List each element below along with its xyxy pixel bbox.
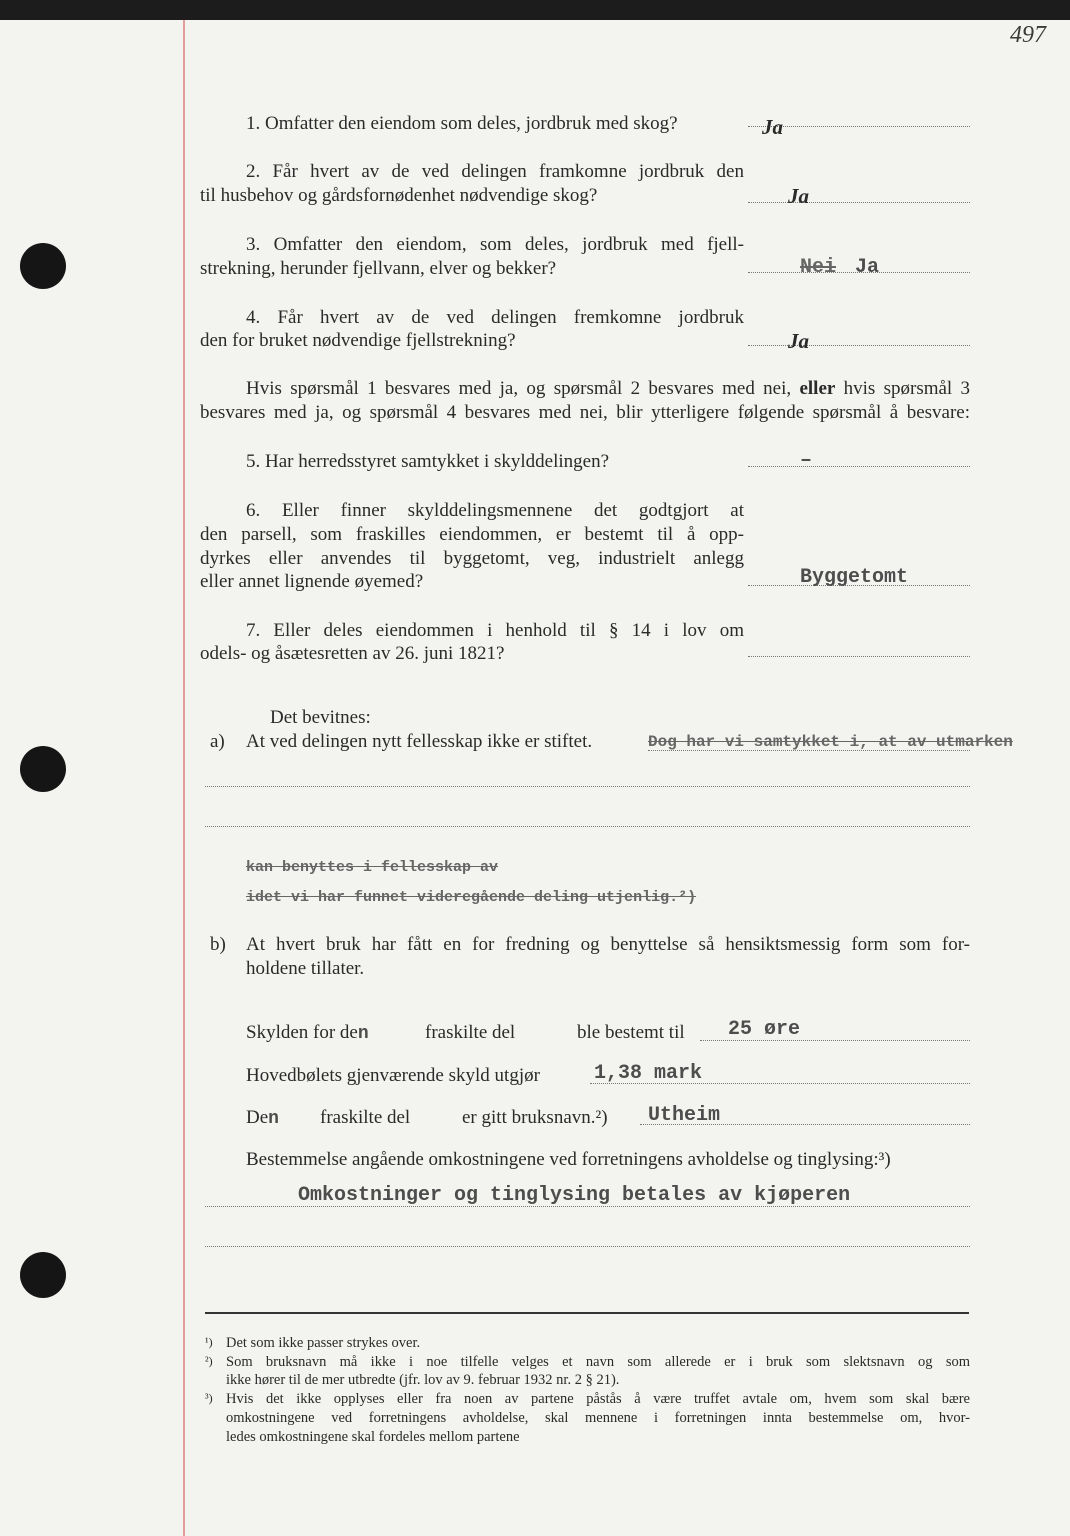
question-7-line-2: odels- og åsætesretten av 26. juni 1821? [200, 643, 505, 664]
punch-hole [20, 746, 66, 792]
answer-1: Ja [762, 115, 783, 139]
item-a-label: a) [210, 731, 225, 752]
question-3-line-1: 3. Omfatter den eiendom, som deles, jordbruk med fjell- [246, 234, 744, 255]
fill-line [205, 826, 970, 827]
omkostning-label: Bestemmelse angående omkostningene ved forretningens avholdelse og tinglysing:³) [246, 1149, 891, 1170]
omkostning-value: Omkostninger og tinglysing betales av kjøperen [298, 1184, 851, 1207]
question-3-line-2: strekning, herunder fjellvann, elver og bekker? [200, 258, 557, 279]
answer-5: – [800, 449, 813, 472]
question-6-line-2: den parsell, som fraskilles eiendommen, er bestemt til å opp- [200, 524, 744, 545]
question-7-line-1: 7. Eller deles eiendommen i henhold til § 14 i lov om [246, 620, 744, 641]
fill-line [205, 786, 970, 787]
question-5: 5. Har herredsstyret samtykket i skylddelingen? [246, 451, 610, 472]
answer-line [748, 202, 970, 203]
skyld-value: 25 øre [728, 1018, 801, 1041]
item-b-line-2: holdene tillater. [246, 958, 365, 979]
footnote-2-line-2: ikke hører til de mer utbredte (jfr. lov av 9. februar 1932 nr. 2 § 21). [226, 1372, 620, 1388]
scan-top-edge [0, 0, 1070, 20]
punch-hole [20, 243, 66, 289]
question-2-line-1: 2. Får hvert av de ved delingen framkomne jordbruk den [246, 161, 744, 182]
question-6-line-1: 6. Eller finner skylddelingsmennene det godtgjort at [246, 500, 744, 521]
struck-line-3: idet vi har funnet videregående deling utjenlig.²) [246, 889, 697, 906]
bruksnavn-label-c: er gitt bruksnavn.²) [462, 1107, 608, 1128]
punch-hole [20, 1252, 66, 1298]
skyld-label-c: ble bestemt til [577, 1022, 685, 1043]
answer-line [748, 656, 970, 657]
footnote-1-line: Det som ikke passer strykes over. [226, 1335, 421, 1351]
skyld-label-b: fraskilte del [425, 1022, 516, 1043]
item-b-line-1: At hvert bruk har fått en for fredning og benyttelse så hensiktsmessig form som for- [246, 934, 970, 955]
footnote-3-line-2: omkostningene ved forretningens avholdelse, skal mennene i forretningen innta bestemmelse om, hvor- [226, 1410, 970, 1426]
skyld-label-a: Skylden for den [246, 1022, 369, 1044]
bruksnavn-label-b: fraskilte del [320, 1107, 411, 1128]
footnote-rule [205, 1312, 969, 1314]
fill-line [205, 1246, 970, 1247]
struck-line-2: kan benyttes i fellesskap av [246, 859, 499, 876]
answer-2: Ja [788, 184, 809, 208]
red-margin-line [183, 20, 185, 1536]
answer-4: Ja [788, 329, 809, 353]
bruksnavn-label-a: Den [246, 1107, 279, 1129]
item-b-label: b) [210, 934, 226, 955]
footnote-3-line-3: ledes omkostningene skal fordeles mellom partene [226, 1429, 520, 1445]
conditional-line-1: Hvis spørsmål 1 besvares med ja, og spørsmål 2 besvares med nei, eller hvis spørsmål 3 [246, 378, 971, 399]
answer-3: Ja [855, 256, 880, 279]
item-a-text: At ved delingen nytt fellesskap ikke er stiftet. [246, 731, 593, 752]
footnote-2-mark: ²) [205, 1354, 213, 1368]
answer-line [748, 345, 970, 346]
footnote-2-line-1: Som bruksnavn må ikke i noe tilfelle velges et navn som allerede er i bruk som slektsnavn og som [226, 1354, 970, 1370]
fill-line [648, 750, 970, 751]
question-6-line-4: eller annet lignende øyemed? [200, 571, 424, 592]
answer-line [748, 466, 970, 467]
footnote-3-line-1: Hvis det ikke opplyses eller fra noen av partene påstås å være truffet avtale om, hvem som skal bære [226, 1391, 970, 1407]
question-4-line-2: den for bruket nødvendige fjellstrekning? [200, 330, 516, 351]
question-6-line-3: dyrkes eller anvendes til byggetomt, veg, industrielt anlegg [200, 548, 744, 569]
handwritten-page-number: 497 [1010, 22, 1046, 48]
attest-heading: Det bevitnes: [270, 707, 371, 728]
bruksnavn-value: Utheim [648, 1104, 721, 1127]
item-a-struck-text: Dog har vi samtykket i, at av utmarken [648, 733, 1013, 751]
question-2-line-2: til husbehov og gårdsfornødenhet nødvendige skog? [200, 185, 598, 206]
footnote-1-mark: ¹) [205, 1335, 213, 1349]
answer-3-struck: Nei [800, 256, 837, 279]
answer-6: Byggetomt [800, 566, 909, 589]
hovedbol-value: 1,38 mark [594, 1062, 703, 1085]
hovedbol-label: Hovedbølets gjenværende skyld utgjør [246, 1065, 540, 1086]
question-4-line-1: 4. Får hvert av de ved delingen fremkomne jordbruk [246, 307, 744, 328]
footnote-3-mark: ³) [205, 1391, 213, 1405]
conditional-line-2: besvares med ja, og spørsmål 4 besvares med nei, blir ytterligere følgende spørsmål å besvare: [200, 402, 970, 423]
question-1: 1. Omfatter den eiendom som deles, jordbruk med skog? [246, 113, 678, 134]
